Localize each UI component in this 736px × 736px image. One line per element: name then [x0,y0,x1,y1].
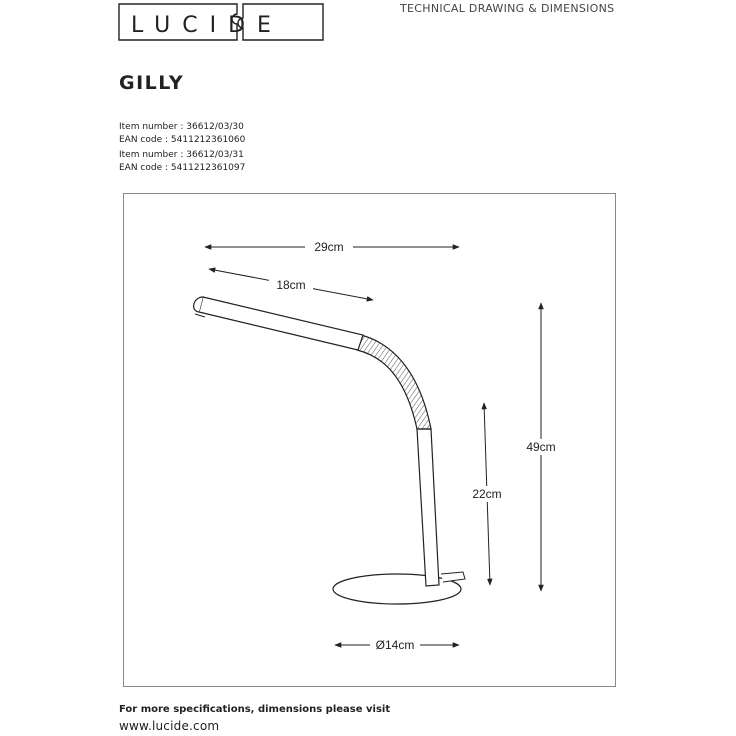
logo-text: LUCIDE [131,13,283,38]
spec-value: 5411212361097 [170,163,246,173]
lamp-arm [199,297,363,350]
spec-label: Item number [119,122,178,132]
lamp-technical-drawing [123,193,616,687]
spec-row: Item number : 36612/03/31 [119,150,244,160]
spec-row: EAN code : 5411212361097 [119,163,246,173]
spec-row: Item number : 36612/03/30 [119,122,244,132]
product-name: GILLY [119,72,185,94]
lamp-flex-neck [357,335,431,429]
spec-row: EAN code : 5411212361060 [119,135,246,145]
spec-list [119,121,245,175]
footer-link[interactable]: www.lucide.com [119,719,220,733]
header-caption: TECHNICAL DRAWING & DIMENSIONS [400,2,615,15]
spec-label: Item number [119,150,178,160]
spec-value: 36612/03/31 [186,150,244,160]
dim-label-height: 49cm [526,440,556,454]
spec-value: 36612/03/30 [186,122,244,132]
lamp-stem [417,429,439,586]
dim-label-base: Ø14cm [375,638,415,652]
spec-value: 5411212361060 [170,135,246,145]
dim-label-stem: 22cm [472,487,502,501]
spec-label: EAN code [119,163,163,173]
spec-label: EAN code [119,135,163,145]
brand-logo [117,2,325,42]
lamp-base [333,574,461,604]
footer-text: For more specifications, dimensions please visit [119,704,391,715]
dim-label-width: 29cm [314,240,344,254]
lamp-cable [441,572,465,582]
dim-label-arm: 18cm [276,278,306,292]
